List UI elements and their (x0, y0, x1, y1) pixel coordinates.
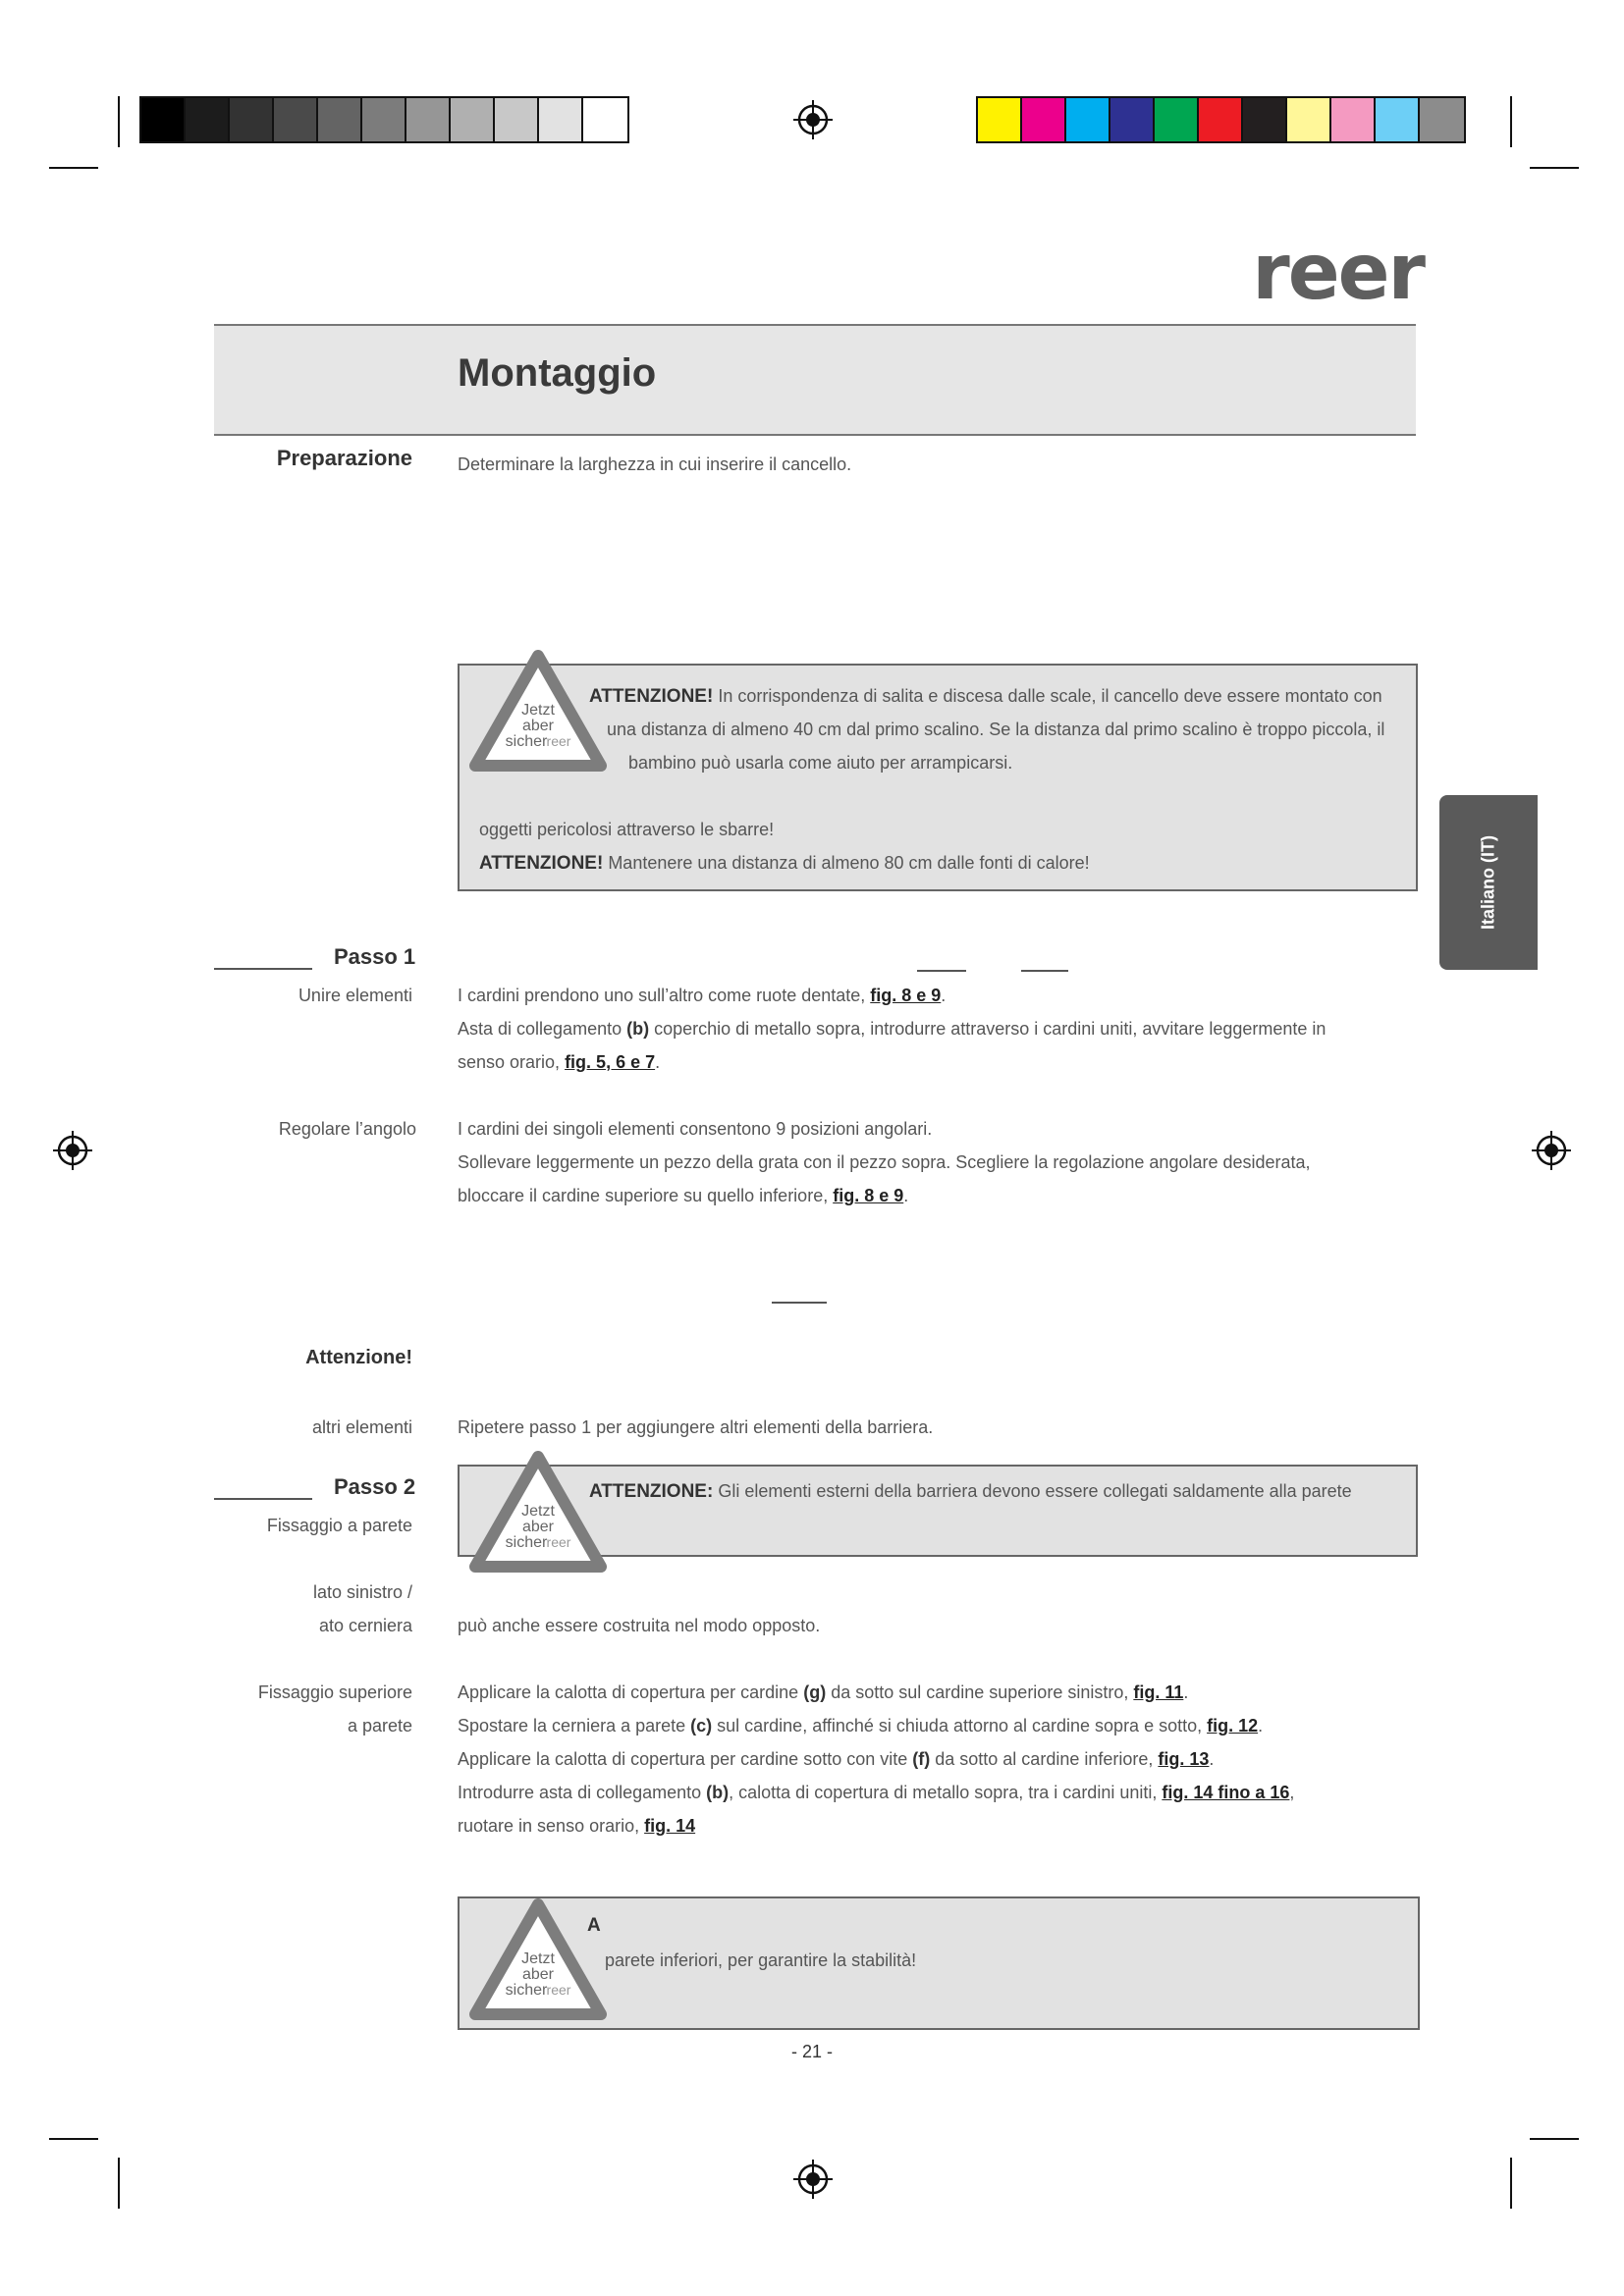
reer-logo (1218, 229, 1424, 317)
altri-elementi-text: Ripetere passo 1 per aggiungere altri elementi della barriera. (458, 1417, 934, 1437)
svg-text:sicher: sicher (505, 1982, 548, 1999)
language-tab (1439, 795, 1538, 970)
superiore-line-2: Spostare la cerniera a parete (c) sul cardine, affinché si chiuda attorno al cardine sopra e sotto, fig. 12. (458, 1716, 1264, 1735)
step1-title: Passo 1 (334, 944, 416, 969)
process-color-swatch (1331, 98, 1376, 141)
fig-ref[interactable]: fig. 11 (1133, 1682, 1184, 1702)
process-color-swatch (1420, 98, 1464, 141)
process-color-swatch (1022, 98, 1066, 141)
unire-elementi-label: Unire elementi (298, 986, 412, 1005)
angolo-line-3: bloccare il cardine superiore su quello inferiore, fig. 8 e 9. (458, 1186, 909, 1205)
grayscale-swatch (451, 98, 495, 141)
short-rule (772, 1302, 827, 1304)
process-color-bar (976, 96, 1466, 143)
title-band (214, 324, 1416, 436)
crop-mark (1510, 2158, 1512, 2209)
page-title: Montaggio (458, 351, 657, 395)
svg-text:reer: reer (546, 1534, 571, 1550)
warning-line-5: ATTENZIONE! Mantenere una distanza di almeno 80 cm dalle fonti di calore! (479, 853, 1090, 874)
superiore-line-4: Introdurre asta di collegamento (b), calotta di copertura di metallo sopra, tra i cardini uniti, fig. 14 fino a 16, (458, 1783, 1295, 1802)
warning-triangle-icon (469, 650, 607, 774)
page-number: - 21 - (790, 2042, 833, 2061)
grayscale-color-bar (139, 96, 629, 143)
warning-line-4: oggetti pericolosi attraverso le sbarre! (479, 820, 775, 839)
fig-ref[interactable]: fig. 5, 6 e 7 (565, 1052, 656, 1072)
step2-title: Passo 2 (334, 1474, 416, 1499)
stability-warning-bold: A (587, 1915, 601, 1936)
fig-ref[interactable]: fig. 14 fino a 16 (1162, 1783, 1290, 1802)
short-rule (917, 970, 966, 972)
unire-line-1: I cardini prendono uno sull’altro come ruote dentate, fig. 8 e 9. (458, 986, 947, 1005)
warning-triangle-icon (469, 1898, 607, 2022)
process-color-swatch (1243, 98, 1287, 141)
svg-text:Jetzt: Jetzt (521, 1503, 555, 1520)
crop-mark (49, 2138, 98, 2140)
grayscale-swatch (362, 98, 406, 141)
fissaggio-parete-label: Fissaggio a parete (266, 1516, 412, 1535)
registration-mark-icon (1532, 1131, 1571, 1170)
superiore-line-1: Applicare la calotta di copertura per cardine (g) da sotto sul cardine superiore sinistro, fig. 11. (458, 1682, 1189, 1702)
svg-text:sicher: sicher (505, 733, 548, 750)
angolo-line-1: I cardini dei singoli elementi consentono 9 posizioni angolari. (458, 1119, 933, 1139)
attenzione-label: Attenzione! (305, 1347, 412, 1368)
wall-warning-text: ATTENZIONE: Gli elementi esterni della barriera devono essere collegati saldamente alla parete (589, 1481, 1352, 1502)
svg-text:reer: reer (546, 1982, 571, 1998)
warning-line-2: una distanza di almeno 40 cm dal primo scalino. Se la distanza dal primo scalino è troppo piccola, il (607, 720, 1385, 739)
short-rule (1021, 970, 1068, 972)
warning-box-stairs (458, 664, 1418, 891)
unire-line-3: senso orario, fig. 5, 6 e 7. (458, 1052, 661, 1072)
step-rule (214, 968, 312, 970)
regolare-angolo-label: Regolare l’angolo (278, 1119, 416, 1139)
grayscale-swatch (230, 98, 274, 141)
crop-mark (1530, 2138, 1579, 2140)
preparazione-label: Preparazione (276, 446, 412, 470)
svg-text:aber: aber (521, 718, 555, 734)
fig-ref[interactable]: fig. 13 (1158, 1749, 1210, 1769)
process-color-swatch (978, 98, 1022, 141)
svg-text:reer: reer (546, 733, 571, 749)
unire-line-2: Asta di collegamento (b) coperchio di metallo sopra, introdurre attraverso i cardini uniti, avvitare leggermente in (458, 1019, 1326, 1039)
language-tab-label: Italiano (IT) (1478, 835, 1498, 930)
angolo-line-2: Sollevare leggermente un pezzo della grata con il pezzo sopra. Scegliere la regolazione angolare desiderata, (458, 1152, 1311, 1172)
process-color-swatch (1155, 98, 1199, 141)
svg-text:Jetzt: Jetzt (521, 702, 555, 719)
crop-mark (1510, 96, 1512, 147)
preparazione-text: Determinare la larghezza in cui inserire il cancello. (458, 454, 852, 474)
svg-text:Jetzt: Jetzt (521, 1950, 555, 1967)
grayscale-swatch (141, 98, 186, 141)
svg-text:sicher: sicher (505, 1534, 548, 1551)
grayscale-swatch (274, 98, 318, 141)
svg-text:aber: aber (521, 1966, 555, 1983)
fig-ref[interactable]: fig. 8 e 9 (870, 986, 942, 1005)
process-color-swatch (1110, 98, 1155, 141)
step-rule (214, 1498, 312, 1500)
fissaggio-superiore-label: Fissaggio superiore (257, 1682, 412, 1702)
registration-mark-icon (793, 2160, 833, 2199)
fig-ref[interactable]: fig. 8 e 9 (833, 1186, 904, 1205)
warning-box-stability (458, 1896, 1420, 2030)
lato-text: può anche essere costruita nel modo opposto. (458, 1616, 821, 1635)
process-color-swatch (1376, 98, 1420, 141)
warning-line-1: ATTENZIONE! In corrispondenza di salita e discesa dalle scale, il cancello deve essere montato con (589, 686, 1382, 707)
warning-line-3: bambino può usarla come aiuto per arrampicarsi. (628, 753, 1013, 773)
registration-mark-icon (793, 100, 833, 139)
process-color-swatch (1066, 98, 1110, 141)
lato-sinistro-label: lato sinistro / (312, 1582, 412, 1602)
altri-elementi-label: altri elementi (311, 1417, 412, 1437)
svg-text:aber: aber (521, 1519, 555, 1535)
a-parete-label: a parete (347, 1716, 412, 1735)
logo-text: reer (1252, 229, 1424, 317)
stability-warning-text: parete inferiori, per garantire la stabilità! (605, 1950, 917, 1970)
grayscale-swatch (495, 98, 539, 141)
grayscale-swatch (186, 98, 230, 141)
crop-mark (1530, 167, 1579, 169)
crop-mark (118, 2158, 120, 2209)
superiore-line-3: Applicare la calotta di copertura per cardine sotto con vite (f) da sotto al cardine inferiore, fig. 13. (458, 1749, 1215, 1769)
registration-mark-icon (53, 1131, 92, 1170)
grayscale-swatch (583, 98, 627, 141)
grayscale-swatch (406, 98, 451, 141)
process-color-swatch (1287, 98, 1331, 141)
fig-ref[interactable]: fig. 14 (644, 1816, 696, 1836)
warning-box-wall (458, 1465, 1418, 1557)
crop-mark (118, 96, 120, 147)
grayscale-swatch (318, 98, 362, 141)
crop-mark (49, 167, 98, 169)
process-color-swatch (1199, 98, 1243, 141)
superiore-line-5: ruotare in senso orario, fig. 14 (458, 1816, 696, 1836)
grayscale-swatch (539, 98, 583, 141)
lato-cerniera-label: ato cerniera (318, 1616, 412, 1635)
fig-ref[interactable]: fig. 12 (1207, 1716, 1259, 1735)
warning-triangle-icon (469, 1451, 607, 1575)
